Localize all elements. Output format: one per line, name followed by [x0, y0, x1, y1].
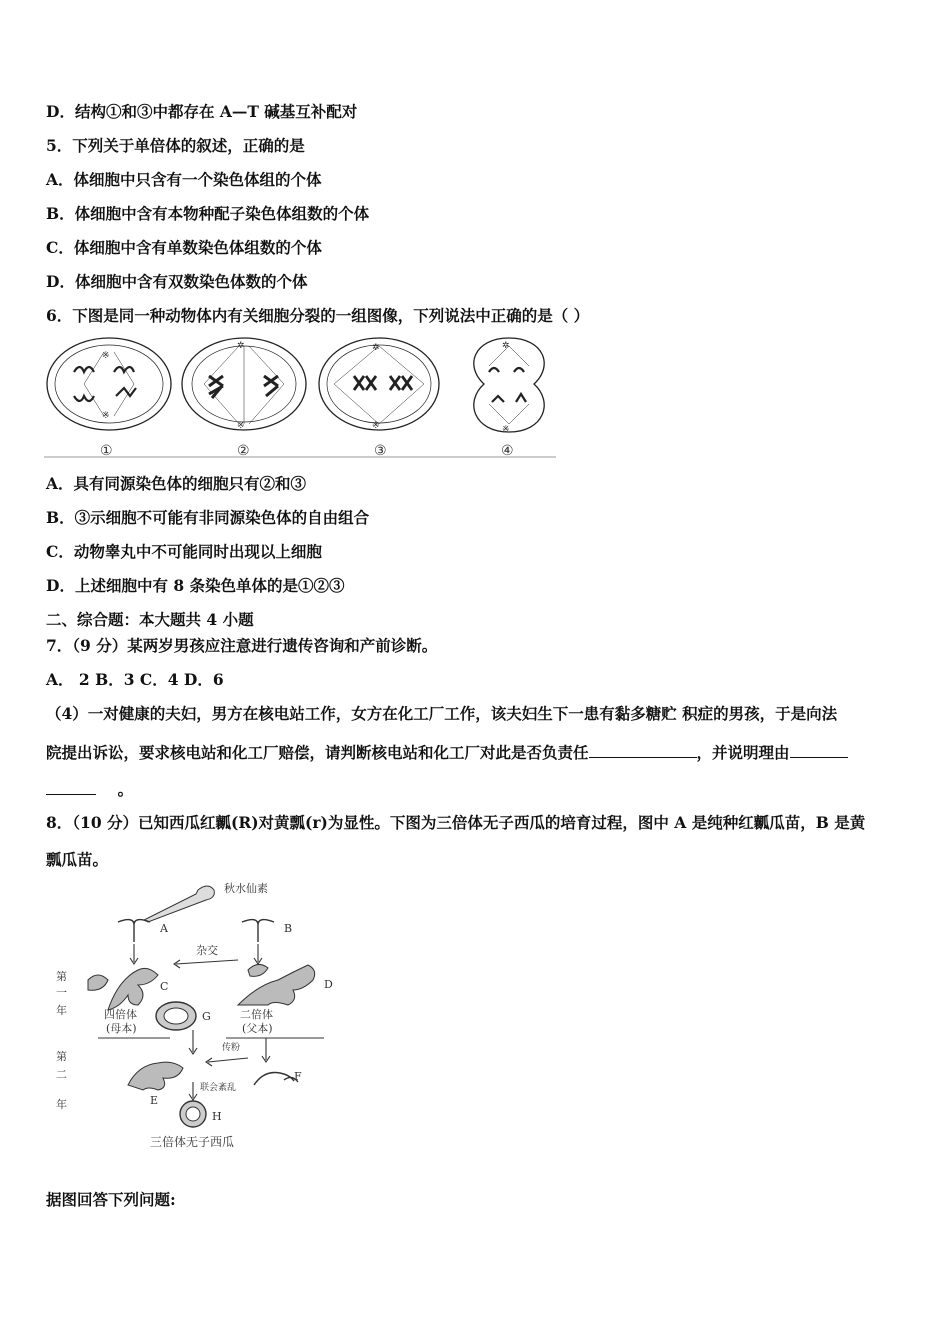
cell-division-figure: [44, 336, 556, 460]
father-label: (父本): [242, 1022, 273, 1035]
q7-part4-period: 。: [117, 780, 134, 799]
mother-label: (母本): [106, 1022, 137, 1035]
year-2-char-1: 第: [56, 1050, 67, 1063]
q7-stem: 7．（9 分）某两岁男孩应注意进行遗传咨询和产前诊断。: [46, 636, 438, 655]
label-a: A: [160, 922, 168, 935]
year-2-char-3: 年: [56, 1098, 67, 1111]
q8-stem-line1: 8．（10 分）已知西瓜红瓤(R)对黄瓢(r)为显性。下图为三倍体无子西瓜的培育过程，图中 A 是纯种红瓤瓜苗，B 是黄: [46, 813, 866, 832]
q6-option-d: D．上述细胞中有 8 条染色单体的是①②③: [46, 576, 345, 595]
svg-text:✲: ✲: [372, 343, 380, 353]
svg-text:✲: ✲: [237, 341, 245, 351]
year-2-char-2: 二: [56, 1068, 67, 1081]
answer-blank-reason-part1[interactable]: [790, 741, 848, 758]
q5-option-a: A．体细胞中只含有一个染色体组的个体: [46, 170, 322, 189]
seedling-b-icon: [242, 920, 274, 942]
cell-label-3: ③: [374, 443, 387, 459]
answer-blank-responsibility[interactable]: [589, 741, 697, 758]
q7-part4-line1: （4）一对健康的夫妇，男方在核电站工作，女方在化工厂工作，该夫妇生下一患有黏多糖贮 积症的男孩，于是向法: [46, 704, 838, 723]
svg-text:※: ※: [102, 351, 110, 361]
q5-stem: 5．下列关于单倍体的叙述，正确的是: [46, 136, 305, 155]
label-e: E: [150, 1094, 159, 1107]
q8-prompt: 据图回答下列问题:: [46, 1190, 176, 1209]
q7-part4-line3: [46, 778, 133, 800]
section-2-title: 二、综合题：本大题共 4 小题: [46, 610, 254, 629]
diploid-label: 二倍体: [240, 1008, 273, 1021]
cell-label-2: ②: [237, 443, 250, 459]
triploid-caption: 三倍体无子西瓜: [150, 1135, 235, 1149]
cell-label-1: ①: [100, 443, 113, 459]
tetraploid-plant-icon: [88, 968, 158, 1010]
label-h: H: [212, 1110, 222, 1123]
cell-label-4: ④: [501, 443, 514, 459]
seedling-a-icon: [118, 920, 150, 942]
synapsis-label: 联会紊乱: [200, 1083, 237, 1093]
svg-text:※: ※: [372, 421, 380, 431]
svg-text:※: ※: [237, 421, 245, 431]
colchicine-label: 秋水仙素: [224, 882, 268, 895]
cell-4-illustration: [474, 338, 544, 435]
svg-text:※: ※: [502, 425, 510, 435]
label-f: F: [294, 1070, 302, 1083]
q4-option-d: D．结构①和③中都存在 A—T 碱基互补配对: [46, 102, 358, 121]
svg-text:✲: ✲: [502, 341, 510, 351]
label-b: B: [284, 922, 293, 935]
diploid-plant-f-icon: [254, 1073, 298, 1086]
label-c: C: [160, 980, 169, 993]
cross-label: 杂交: [196, 944, 218, 957]
q6-option-c: C．动物睾丸中不可能同时出现以上细胞: [46, 542, 322, 561]
cell-2-illustration: [182, 338, 306, 431]
q6-option-b: B．③示细胞不可能有非同源染色体的自由组合: [46, 508, 370, 527]
cell-3-illustration: [319, 338, 439, 431]
dropper-icon: [144, 886, 214, 922]
diploid-plant-icon: [238, 964, 315, 1005]
q6-option-a: A．具有同源染色体的细胞只有②和③: [46, 474, 307, 493]
answer-blank-reason-part2[interactable]: [46, 778, 96, 795]
q7-part4-line2: [46, 741, 848, 763]
watermelon-breeding-figure: [48, 880, 338, 1160]
triploid-plant-e-icon: [128, 1062, 183, 1090]
q6-stem: 6．下图是同一种动物体内有关细胞分裂的一组图像，下列说法中正确的是（ ）: [46, 306, 590, 325]
q7-part4-reason-prompt: ，并说明理由: [696, 743, 790, 762]
q5-option-d: D．体细胞中含有双数染色体数的个体: [46, 272, 308, 291]
q7-options: A． 2 B．3 C．4 D．6: [46, 670, 224, 689]
q5-option-c: C．体细胞中含有单数染色体组数的个体: [46, 238, 322, 257]
q5-option-b: B．体细胞中含有本物种配子染色体组数的个体: [46, 204, 370, 223]
cell-1-illustration: [47, 338, 171, 430]
label-d: D: [324, 978, 333, 991]
year-1-char-1: 第: [56, 970, 67, 983]
year-1-char-3: 年: [56, 1004, 67, 1017]
tetraploid-label: 四倍体: [104, 1008, 137, 1021]
q7-part4-question: 院提出诉讼，要求核电站和化工厂赔偿，请判断核电站和化工厂对此是否负责任: [46, 743, 589, 762]
label-g: G: [202, 1010, 211, 1023]
pollination-label: 传粉: [222, 1043, 241, 1053]
year-1-char-2: 一: [56, 986, 67, 999]
q8-stem-line2: 瓢瓜苗。: [46, 850, 109, 869]
svg-text:※: ※: [102, 411, 110, 421]
